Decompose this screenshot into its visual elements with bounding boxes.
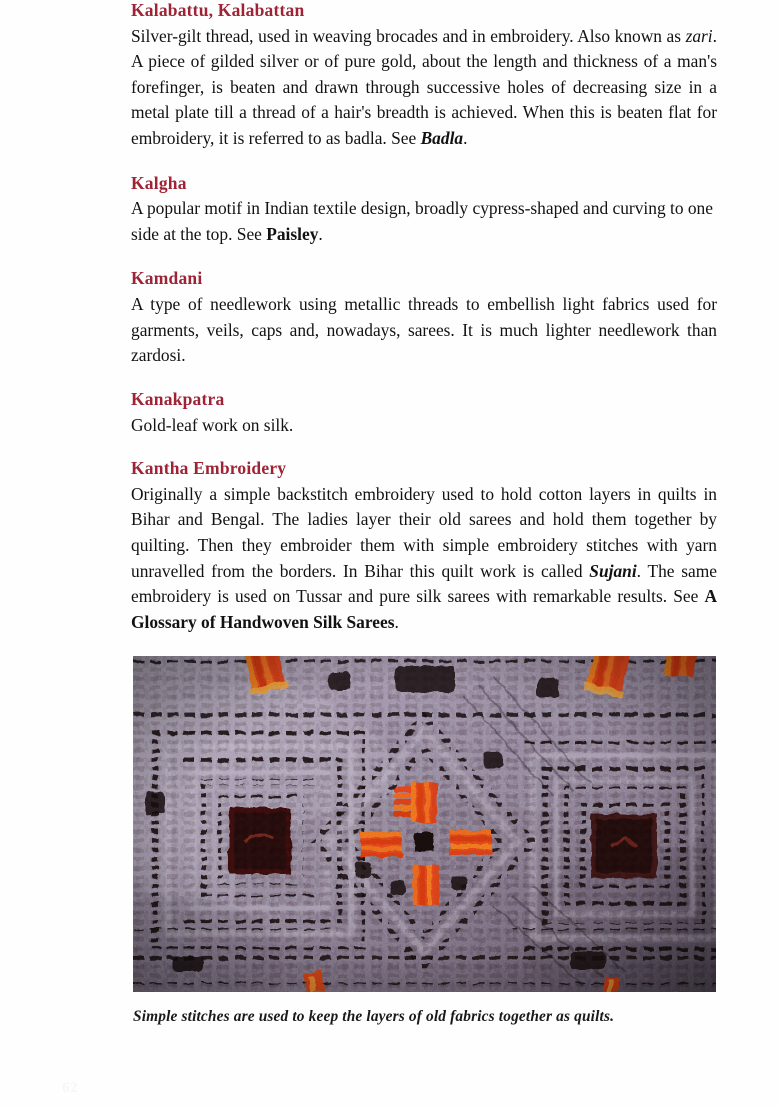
entry-definition-kalabattu: Silver-gilt thread, used in weaving brocades and in embroidery. Also known as zari. A piece of gilded silver or of pure gold, about the length and thickness of a man's forefinger, is beaten and drawn through successive holes of decreasing size in a metal plate till a thread of a hair's breadth is achieved. When this is beaten flat for embroidery, it is referred to as badla. See Badla. (131, 25, 717, 149)
page-number: 62 (62, 1080, 78, 1096)
entry-term-kalgha: Kalgha (131, 172, 187, 193)
entry-spacer (131, 152, 717, 173)
entry-term-kantha-embroidery: Kantha Embroidery (131, 458, 287, 479)
entry-spacer (131, 438, 717, 458)
kantha-quilt-photo (133, 656, 716, 992)
glossary-entry-kantha-embroidery (131, 458, 717, 635)
entry-term-kamdani: Kamdani (131, 268, 203, 289)
entry-spacer (131, 247, 717, 268)
entry-definition-kanakpatra: Gold-leaf work on silk. (131, 414, 294, 435)
entry-spacer (131, 369, 717, 389)
entry-definition-kamdani: A type of needlework using metallic threads to embellish light fabrics used for garments, veils, caps and, nowadays, sarees. It is much lighter needlework than zardosi. (131, 294, 717, 366)
glossary-entry-kalgha (131, 173, 717, 248)
entry-term-kalabattu: Kalabattu, Kalabattan (131, 0, 305, 20)
glossary-entry-kanakpatra (131, 389, 717, 438)
glossary-entry-kalabattu (131, 0, 717, 152)
entry-definition-kantha-embroidery: Originally a simple backstitch embroidery used to hold cotton layers in quilts in Bihar and Bengal. The ladies layer their old sarees and hold them together by quilting. Then they embroider them with simple embroidery stitches with yarn unravelled from the borders. In Bihar this quilt work is called Sujani. The same embroidery is used on Tussar and pure silk sarees with remarkable results. See A Glossary of Handwoven Silk Sarees. (131, 483, 717, 632)
figure-caption: Simple stitches are used to keep the layers of old fabrics together as quilts. (133, 1008, 615, 1025)
entry-definition-kalgha: A popular motif in Indian textile design, broadly cypress-shaped and curving to one side at the top. See Paisley. (131, 198, 713, 244)
kantha-quilt-figure (133, 656, 716, 992)
entry-term-kanakpatra: Kanakpatra (131, 388, 225, 409)
glossary-entry-kamdani (131, 268, 717, 368)
glossary-entries (131, 0, 717, 635)
